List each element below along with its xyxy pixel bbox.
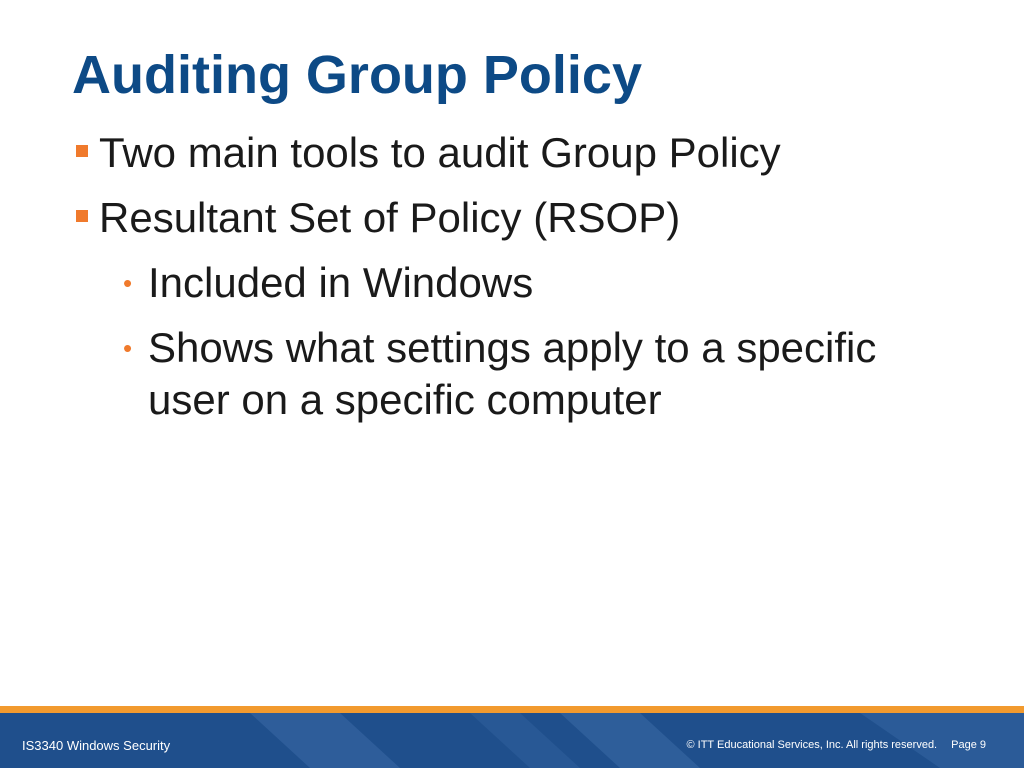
square-bullet-icon bbox=[76, 210, 88, 222]
sub-bullet-text-line-2: user on a specific computer bbox=[148, 376, 662, 423]
round-bullet-icon: • bbox=[123, 333, 133, 363]
sub-bullet-text-line-1: Shows what settings apply to a specific bbox=[148, 324, 877, 371]
bullet-text: Two main tools to audit Group Policy bbox=[99, 129, 781, 176]
sub-bullet-text: Included in Windows bbox=[148, 259, 534, 306]
square-bullet-icon bbox=[76, 145, 88, 157]
bullet-list bbox=[72, 127, 972, 439]
slide-title: Auditing Group Policy bbox=[72, 45, 642, 105]
footer-copyright: © ITT Educational Services, Inc. All rights reserved. bbox=[686, 739, 938, 751]
sub-bullet-item bbox=[123, 322, 972, 426]
bullet-item bbox=[72, 192, 972, 244]
footer-course-name: IS3340 Windows Security bbox=[22, 738, 171, 753]
bullet-item bbox=[72, 127, 972, 179]
footer bbox=[0, 706, 1024, 768]
footer-right bbox=[687, 739, 987, 751]
bullet-text: Resultant Set of Policy (RSOP) bbox=[99, 194, 681, 241]
round-bullet-icon: • bbox=[123, 268, 133, 298]
footer-accent-stripe bbox=[0, 706, 1024, 713]
footer-bar bbox=[0, 713, 1024, 768]
sub-bullet-item bbox=[123, 257, 972, 309]
footer-page-number: Page 9 bbox=[951, 739, 986, 751]
